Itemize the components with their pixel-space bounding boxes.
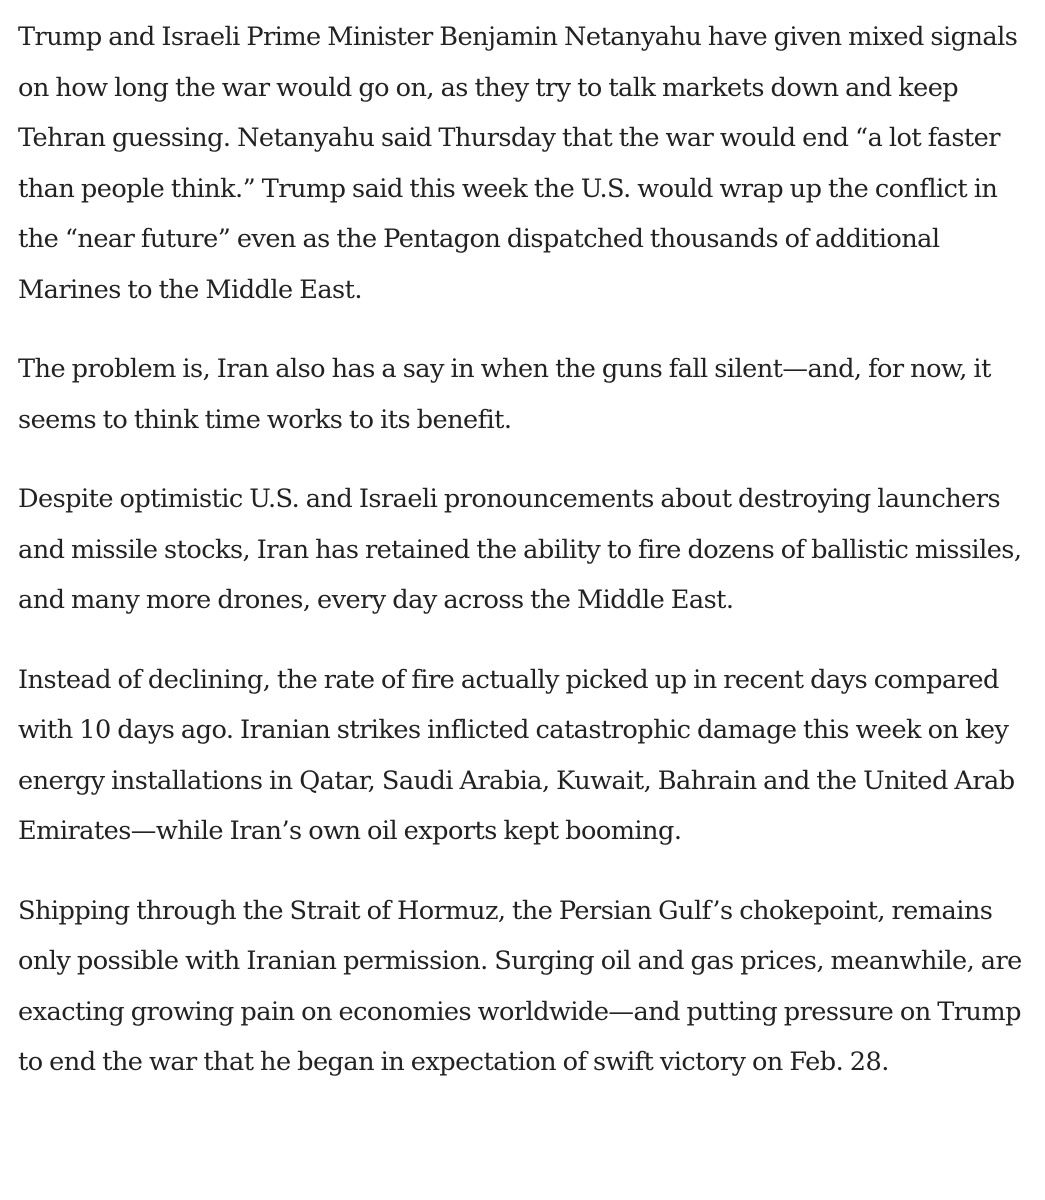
paragraph-war-signals: Trump and Israeli Prime Minister Benjamin Netanyahu have given mixed signals on how long the war would go on, as they try to talk markets down and keep Tehran guessing. Netanyahu said Thursday that the war would end “a lot faster than people think.” Trump said this week the U.S. would wrap up the conflict in the “near future” even as the Pentagon dispatched thousands of additional Marines to the Middle East. [18,22,1018,305]
paragraph-strait-of-hormuz: Shipping through the Strait of Hormuz, the Persian Gulf’s chokepoint, remains only possible with Iranian permission. Surging oil and gas prices, meanwhile, are exacting growing pain on economies worldwide—and putting pressure on Trump to end the war that he began in expectation of swift victory on Feb. 28. [18,895,1022,1077]
article-body [18,12,1036,1088]
paragraph-iran-say: The problem is, Iran also has a say in when the guns fall silent—and, for now, it seems to think time works to its benefit. [18,354,991,435]
paragraph-rate-of-fire: Instead of declining, the rate of fire actually picked up in recent days compared with 10 days ago. Iranian strikes inflicted catastrophic damage this week on key energy installations in Qatar, Saudi Arabia, Kuwait, Bahrain and the United Arab Emirates—while Iran’s own oil exports kept booming. [18,664,1015,846]
paragraph-missile-capability: Despite optimistic U.S. and Israeli pronouncements about destroying launchers and missile stocks, Iran has retained the ability to fire dozens of ballistic missiles, and many more drones, every day across the Middle East. [18,484,1022,615]
